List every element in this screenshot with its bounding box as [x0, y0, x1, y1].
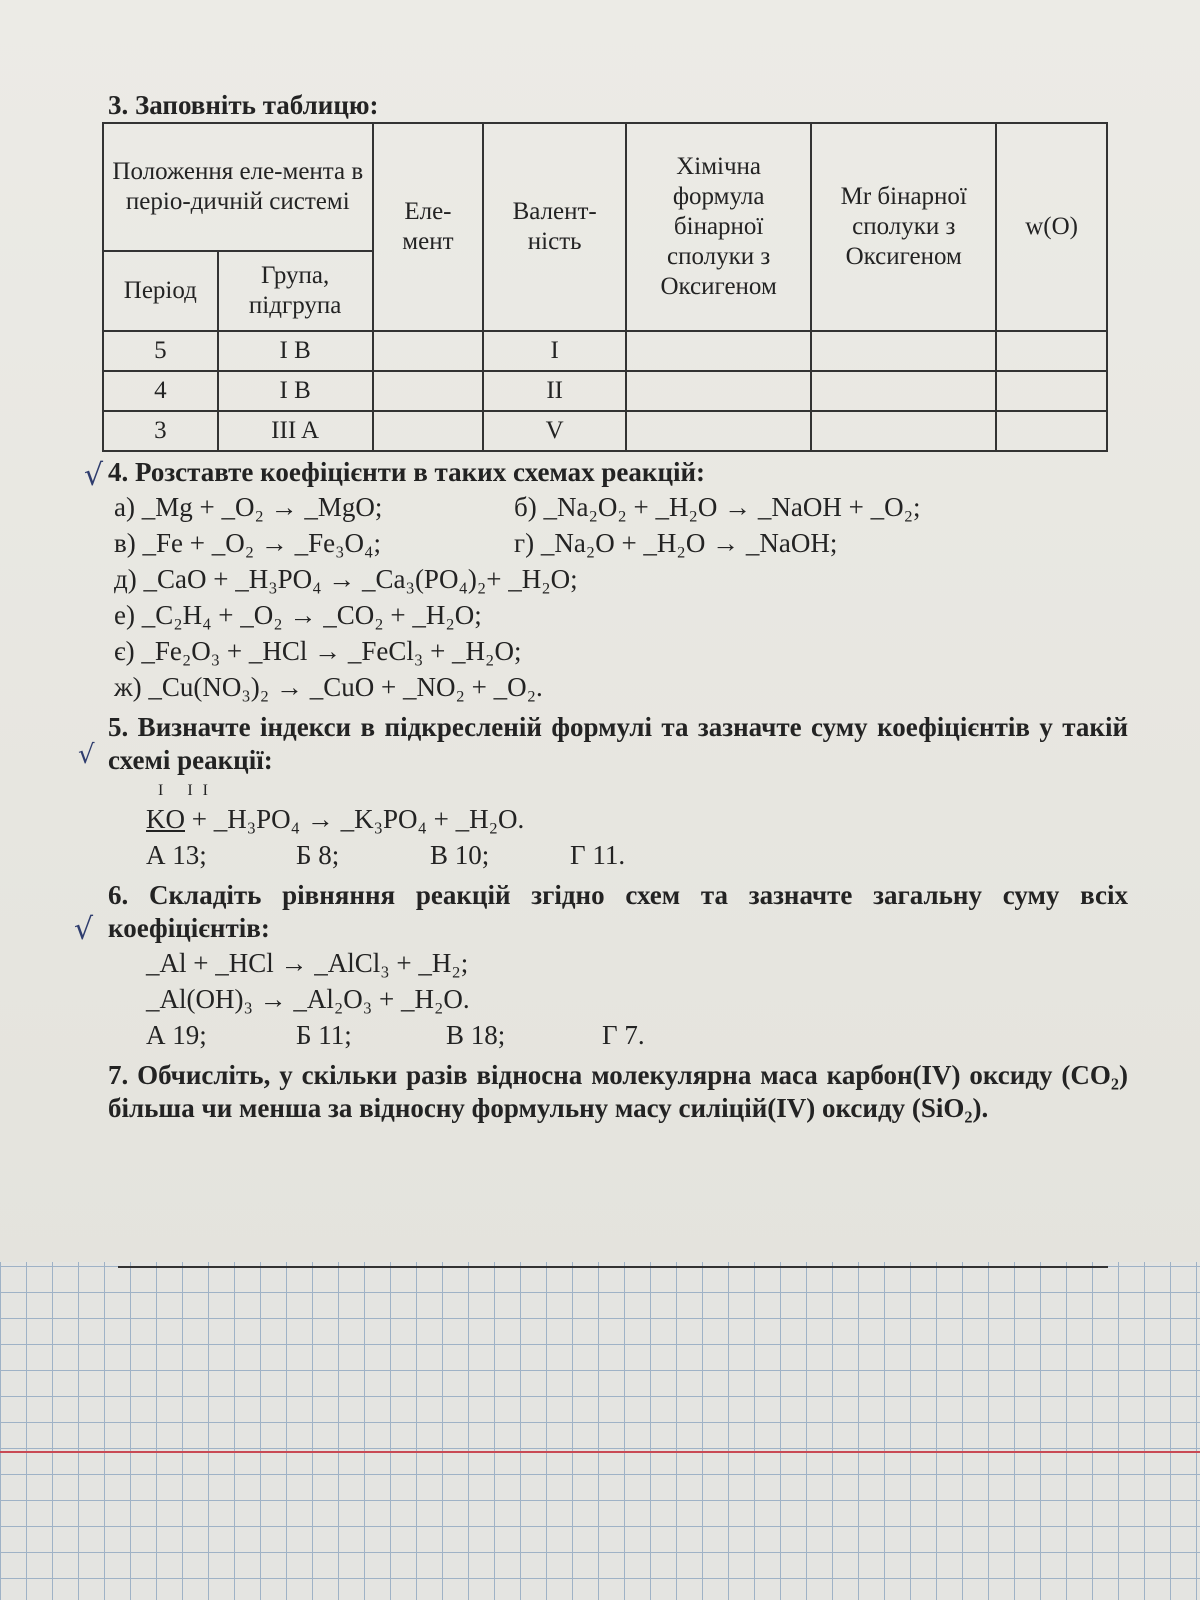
cell-mr[interactable] — [811, 411, 996, 451]
answer-option[interactable]: В 10; — [430, 840, 490, 870]
reaction-line: д) _CaO + _H₃PO₄ → _Ca₃(PO₄)₂+ _H₂O; — [114, 564, 578, 594]
cell-formula[interactable] — [626, 371, 811, 411]
reaction-line — [108, 525, 1128, 561]
graph-paper — [0, 1262, 1200, 1600]
reaction-b: б) _Na₂O₂ + _H₂O → _NaOH + _O₂; — [514, 492, 921, 522]
reaction-line — [108, 489, 1128, 525]
answer-option[interactable]: Г 11. — [570, 840, 626, 870]
header-wo: w(O) — [996, 123, 1107, 331]
cell-wo[interactable] — [996, 371, 1107, 411]
reaction-line: е) _C₂H₄ + _O₂ → _CO₂ + _H₂O; — [114, 600, 482, 630]
header-formula: Хімічна формула бінарної сполуки з Оксигеном — [626, 123, 811, 331]
task6-title: 6. Складіть рівняння реакцій згідно схем та зазначте загальну суму всіх коефіцієнтів: — [108, 880, 1128, 943]
worksheet-content — [108, 88, 1128, 1125]
task5-title: 5. Визначте індекси в підкресленій формулі та зазначте суму коефіцієнтів у такій схемі реакції: — [108, 712, 1128, 775]
check-mark-icon: √ — [84, 458, 104, 493]
cell-mr[interactable] — [811, 371, 996, 411]
underlined-formula: KO — [146, 804, 185, 834]
task3-table — [102, 122, 1108, 452]
check-mark-icon: √ — [78, 740, 95, 770]
answer-option[interactable]: Б 11; — [296, 1020, 352, 1050]
cell-element[interactable] — [373, 371, 484, 411]
valence-marks: I II — [158, 782, 218, 799]
table-row — [103, 371, 1107, 411]
header-period: Період — [103, 251, 218, 331]
header-valence: Валент-ність — [483, 123, 626, 331]
cell-element[interactable] — [373, 411, 484, 451]
task6-equation: _Al + _HCl → _AlCl₃ + _H₂; — [146, 948, 469, 978]
task3-title: 3. Заповніть таблицю: — [108, 90, 379, 120]
cell-group: I B — [218, 331, 373, 371]
answer-option[interactable]: Г 7. — [602, 1020, 645, 1050]
cell-group: III A — [218, 411, 373, 451]
answer-option[interactable]: Б 8; — [296, 840, 340, 870]
cell-valence: I — [483, 331, 626, 371]
cell-mr[interactable] — [811, 331, 996, 371]
printed-rule — [118, 1266, 1108, 1268]
table-row — [103, 411, 1107, 451]
reaction-line: є) _Fe₂O₃ + _HCl → _FeCl₃ + _H₂O; — [114, 636, 522, 666]
task4-title: 4. Розставте коефіцієнти в таких схемах реакцій: — [108, 457, 706, 487]
task6-answers — [108, 1017, 1128, 1053]
task6-equation: _Al(OH)₃ → _Al₂O₃ + _H₂O. — [146, 984, 470, 1014]
red-margin-line — [0, 1451, 1200, 1453]
table-row — [103, 331, 1107, 371]
cell-group: I B — [218, 371, 373, 411]
reaction-a: а) _Mg + _O₂ → _MgO; — [114, 492, 383, 522]
equation-rest: + _H₃PO₄ → _K₃PO₄ + _H₂O. — [185, 804, 525, 834]
header-mr: Mr бінарної сполуки з Оксигеном — [811, 123, 996, 331]
task5-equation — [108, 801, 1128, 837]
task5-answers — [108, 837, 1128, 873]
cell-period: 3 — [103, 411, 218, 451]
answer-option[interactable]: А 13; — [146, 840, 207, 870]
cell-wo[interactable] — [996, 411, 1107, 451]
check-mark-icon: √ — [74, 912, 94, 947]
answer-option[interactable]: В 18; — [446, 1020, 506, 1050]
cell-period: 4 — [103, 371, 218, 411]
cell-wo[interactable] — [996, 331, 1107, 371]
task7-title: 7. Обчисліть, у скільки разів відносна молекулярна маса карбон(IV) оксиду (CO₂) більша чи менша за відносну формульну масу силіцій(IV) оксиду (SiO₂). — [108, 1060, 1128, 1123]
cell-valence: V — [483, 411, 626, 451]
header-position: Положення еле-мента в періо-дичній системі — [103, 123, 373, 251]
cell-valence: II — [483, 371, 626, 411]
cell-element[interactable] — [373, 331, 484, 371]
reaction-line: ж) _Cu(NO₃)₂ → _CuO + _NO₂ + _O₂. — [114, 672, 543, 702]
cell-formula[interactable] — [626, 331, 811, 371]
cell-formula[interactable] — [626, 411, 811, 451]
reaction-a: в) _Fe + _O₂ → _Fe₃O₄; — [114, 528, 381, 558]
reaction-b: г) _Na₂O + _H₂O → _NaOH; — [514, 528, 838, 558]
answer-option[interactable]: А 19; — [146, 1020, 207, 1050]
cell-period: 5 — [103, 331, 218, 371]
header-element: Еле-мент — [373, 123, 484, 331]
header-group: Група, підгрупа — [218, 251, 373, 331]
